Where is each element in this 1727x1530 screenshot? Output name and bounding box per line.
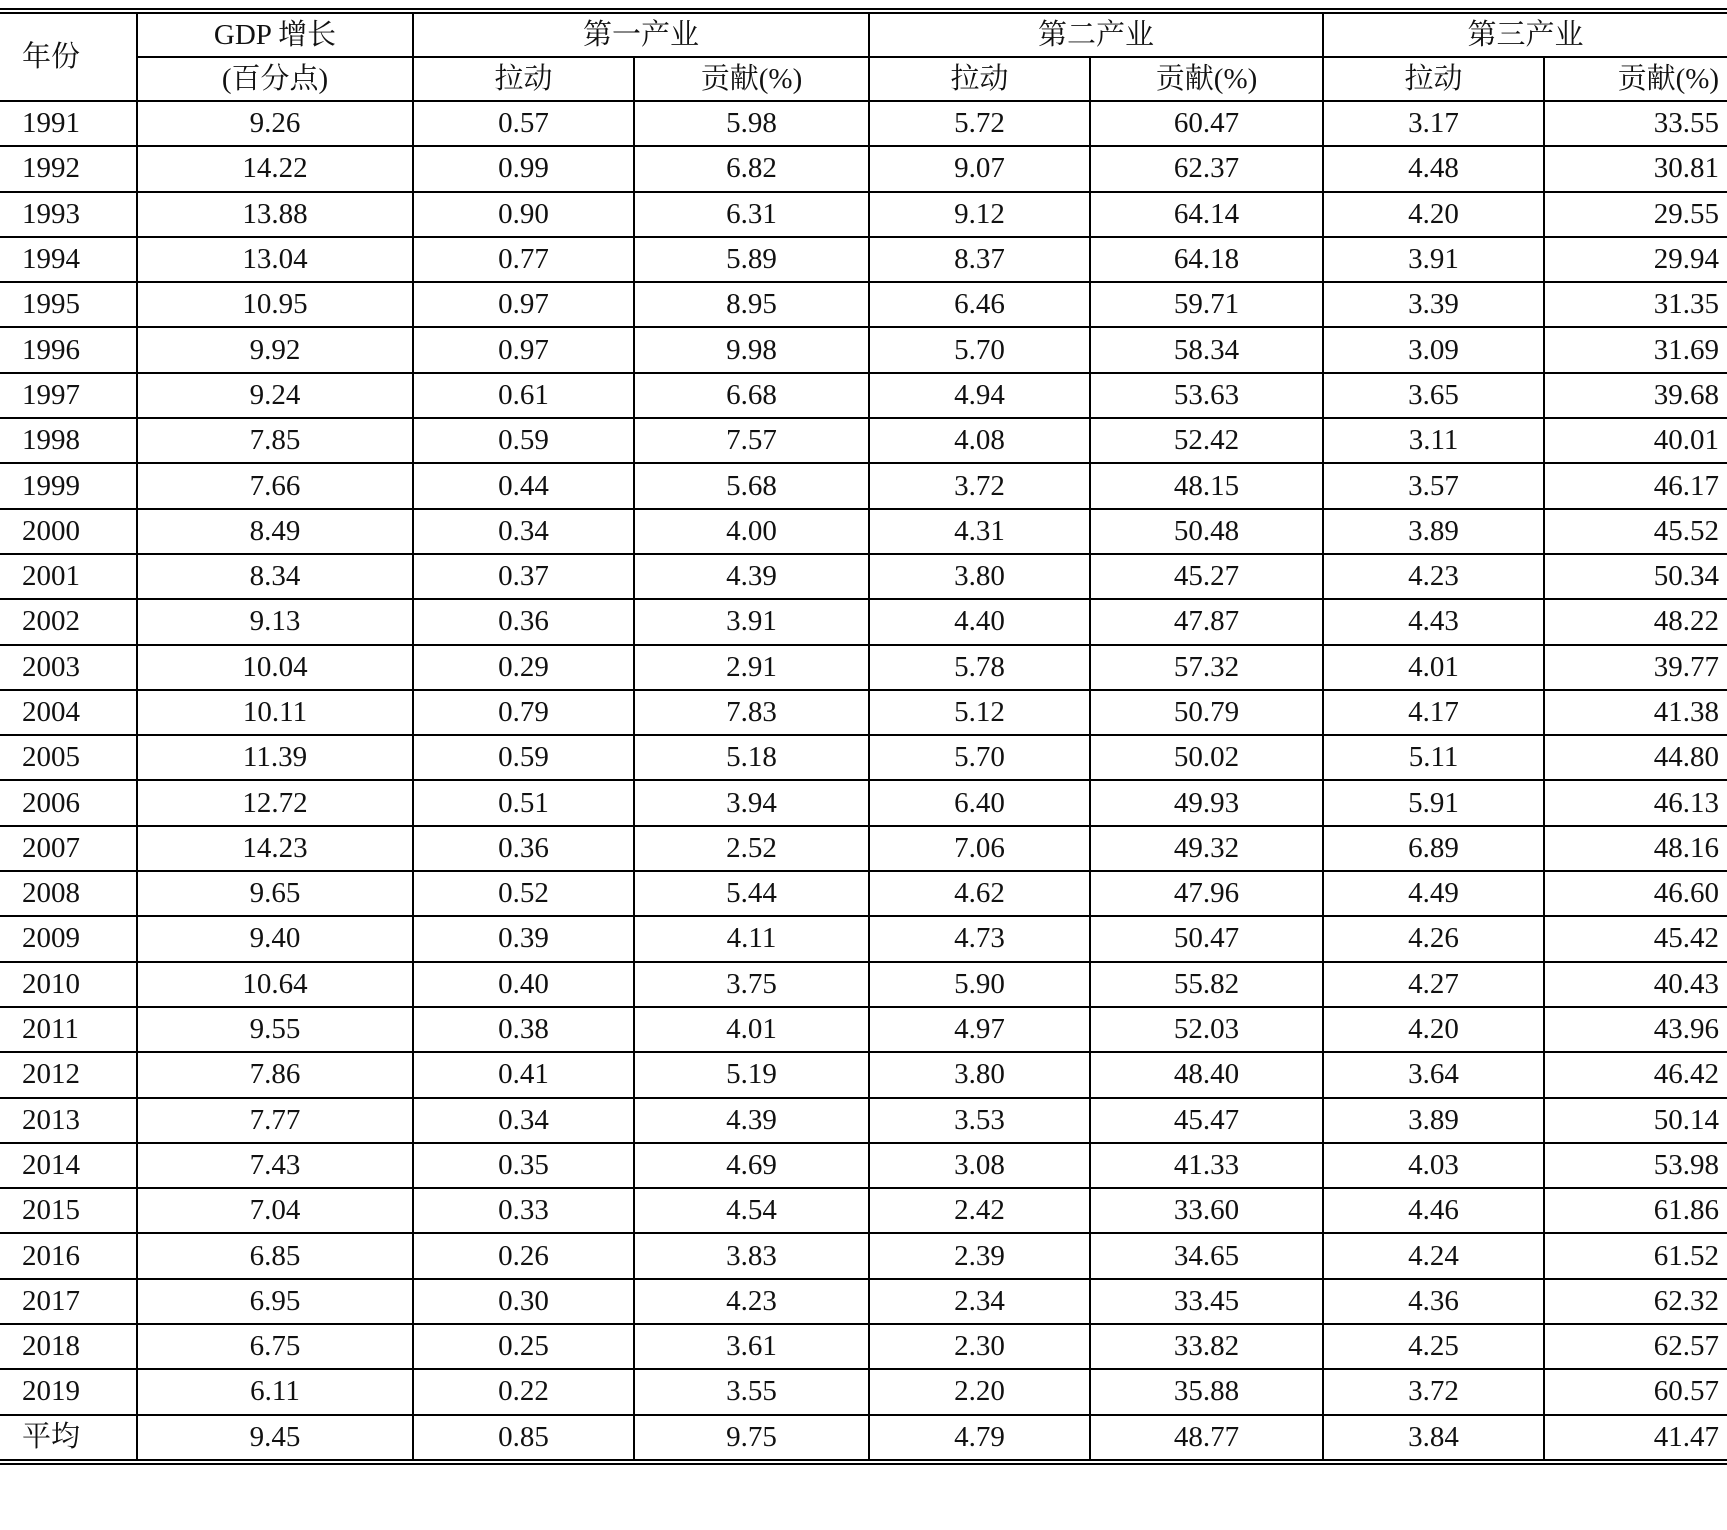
tertiary-pull-cell: 3.91: [1323, 237, 1544, 282]
secondary-pull-cell: 5.70: [869, 735, 1090, 780]
tertiary-pull-cell: 3.09: [1323, 327, 1544, 372]
secondary-pull-cell: 3.80: [869, 1052, 1090, 1097]
gdp-unit-header: (百分点): [137, 57, 413, 101]
year-cell: 1996: [0, 327, 137, 372]
gdp-growth-cell: 7.66: [137, 463, 413, 508]
gdp-growth-cell: 7.86: [137, 1052, 413, 1097]
secondary-pull-cell: 4.79: [869, 1415, 1090, 1462]
table-row: [0, 463, 1727, 508]
secondary-contribution-cell: 41.33: [1090, 1143, 1323, 1188]
year-cell: 2002: [0, 599, 137, 644]
year-cell: 2008: [0, 871, 137, 916]
primary-contribution-cell: 3.91: [634, 599, 869, 644]
primary-pull-cell: 0.44: [413, 463, 634, 508]
gdp-growth-cell: 6.75: [137, 1324, 413, 1369]
tertiary-contribution-cell: 46.60: [1544, 871, 1727, 916]
table-row: [0, 780, 1727, 825]
tertiary-pull-cell: 3.65: [1323, 373, 1544, 418]
tertiary-pull-cell: 4.20: [1323, 192, 1544, 237]
tertiary-contribution-cell: 39.77: [1544, 645, 1727, 690]
tertiary-contribution-cell: 46.17: [1544, 463, 1727, 508]
primary-pull-cell: 0.36: [413, 599, 634, 644]
table-row: [0, 1098, 1727, 1143]
gdp-growth-cell: 10.95: [137, 282, 413, 327]
secondary-pull-cell: 4.62: [869, 871, 1090, 916]
year-cell: 2004: [0, 690, 137, 735]
tertiary-pull-cell: 4.49: [1323, 871, 1544, 916]
tertiary-industry-header: 第三产业: [1323, 11, 1727, 57]
primary-contribution-cell: 6.82: [634, 146, 869, 191]
tertiary-contribution-cell: 61.86: [1544, 1188, 1727, 1233]
gdp-growth-cell: 6.11: [137, 1369, 413, 1414]
table-row: [0, 690, 1727, 735]
year-cell: 2006: [0, 780, 137, 825]
secondary-contribution-cell: 53.63: [1090, 373, 1323, 418]
table-row: [0, 1188, 1727, 1233]
tertiary-contribution-cell: 50.34: [1544, 554, 1727, 599]
year-cell: 2000: [0, 509, 137, 554]
tertiary-pull-cell: 4.36: [1323, 1279, 1544, 1324]
tertiary-contribution-cell: 33.55: [1544, 101, 1727, 146]
primary-pull-cell: 0.37: [413, 554, 634, 599]
year-cell: 2003: [0, 645, 137, 690]
tertiary-pull-cell: 4.25: [1323, 1324, 1544, 1369]
secondary-contribution-cell: 52.03: [1090, 1007, 1323, 1052]
primary-pull-cell: 0.22: [413, 1369, 634, 1414]
tertiary-contribution-cell: 48.22: [1544, 599, 1727, 644]
primary-pull-cell: 0.34: [413, 509, 634, 554]
tertiary-pull-cell: 5.91: [1323, 780, 1544, 825]
year-cell: 1999: [0, 463, 137, 508]
primary-contribution-cell: 6.68: [634, 373, 869, 418]
primary-pull-cell: 0.57: [413, 101, 634, 146]
table-row: [0, 599, 1727, 644]
tertiary-contribution-cell: 62.32: [1544, 1279, 1727, 1324]
secondary-pull-cell: 4.31: [869, 509, 1090, 554]
table-row: [0, 1052, 1727, 1097]
gdp-growth-cell: 10.11: [137, 690, 413, 735]
primary-pull-cell: 0.59: [413, 735, 634, 780]
primary-pull-cell: 0.33: [413, 1188, 634, 1233]
primary-pull-cell: 0.41: [413, 1052, 634, 1097]
gdp-growth-cell: 13.04: [137, 237, 413, 282]
gdp-growth-cell: 8.34: [137, 554, 413, 599]
primary-contribution-cell: 5.44: [634, 871, 869, 916]
primary-pull-cell: 0.25: [413, 1324, 634, 1369]
primary-contribution-cell: 5.19: [634, 1052, 869, 1097]
tertiary-pull-cell: 6.89: [1323, 826, 1544, 871]
secondary-contribution-cell: 55.82: [1090, 962, 1323, 1007]
secondary-contribution-cell: 49.32: [1090, 826, 1323, 871]
secondary-pull-cell: 2.20: [869, 1369, 1090, 1414]
tertiary-contribution-cell: 45.42: [1544, 916, 1727, 961]
gdp-growth-cell: 6.85: [137, 1233, 413, 1278]
gdp-growth-cell: 7.43: [137, 1143, 413, 1188]
year-cell: 2013: [0, 1098, 137, 1143]
tertiary-contribution-cell: 62.57: [1544, 1324, 1727, 1369]
primary-contribution-cell: 5.98: [634, 101, 869, 146]
tertiary-contribution-cell: 29.55: [1544, 192, 1727, 237]
secondary-pull-cell: 2.34: [869, 1279, 1090, 1324]
secondary-contribution-cell: 62.37: [1090, 146, 1323, 191]
gdp-growth-cell: 11.39: [137, 735, 413, 780]
tertiary-pull-cell: 3.17: [1323, 101, 1544, 146]
tertiary-pull-cell: 4.27: [1323, 962, 1544, 1007]
year-cell: 2015: [0, 1188, 137, 1233]
year-cell: 1991: [0, 101, 137, 146]
table-row: [0, 1279, 1727, 1324]
primary-contribution-cell: 4.54: [634, 1188, 869, 1233]
secondary-pull-cell: 7.06: [869, 826, 1090, 871]
tertiary-contribution-cell: 40.43: [1544, 962, 1727, 1007]
tertiary-contribution-cell: 48.16: [1544, 826, 1727, 871]
secondary-pull-cell: 4.40: [869, 599, 1090, 644]
tertiary-contribution-cell: 30.81: [1544, 146, 1727, 191]
secondary-pull-cell: 3.08: [869, 1143, 1090, 1188]
table-row: [0, 418, 1727, 463]
table-row: [0, 373, 1727, 418]
year-cell: 1995: [0, 282, 137, 327]
gdp-growth-cell: 9.65: [137, 871, 413, 916]
tertiary-pull-cell: 4.24: [1323, 1233, 1544, 1278]
gdp-growth-cell: 12.72: [137, 780, 413, 825]
secondary-contribution-cell: 48.77: [1090, 1415, 1323, 1462]
year-cell: 2009: [0, 916, 137, 961]
primary-pull-cell: 0.85: [413, 1415, 634, 1462]
table-row: [0, 871, 1727, 916]
secondary-contribution-cell: 33.60: [1090, 1188, 1323, 1233]
gdp-growth-cell: 9.40: [137, 916, 413, 961]
gdp-growth-cell: 10.64: [137, 962, 413, 1007]
secondary-contribution-cell: 45.27: [1090, 554, 1323, 599]
secondary-pull-cell: 8.37: [869, 237, 1090, 282]
table-row: [0, 146, 1727, 191]
secondary-pull-cell: 5.70: [869, 327, 1090, 372]
primary-pull-cell: 0.99: [413, 146, 634, 191]
primary-pull-cell: 0.51: [413, 780, 634, 825]
tertiary-pull-cell: 4.01: [1323, 645, 1544, 690]
table-row: [0, 237, 1727, 282]
table-row: [0, 192, 1727, 237]
primary-pull-cell: 0.40: [413, 962, 634, 1007]
primary-pull-cell: 0.30: [413, 1279, 634, 1324]
primary-contribution-cell: 4.11: [634, 916, 869, 961]
secondary-pull-cell: 4.08: [869, 418, 1090, 463]
primary-pull-cell: 0.35: [413, 1143, 634, 1188]
year-cell: 2018: [0, 1324, 137, 1369]
secondary-contribution-cell: 34.65: [1090, 1233, 1323, 1278]
table-body: [0, 11, 1727, 1462]
tertiary-pull-cell: 3.39: [1323, 282, 1544, 327]
year-cell: 2017: [0, 1279, 137, 1324]
year-header: 年份: [22, 40, 81, 73]
tertiary-pull-cell: 3.89: [1323, 509, 1544, 554]
primary-contribution-cell: 9.75: [634, 1415, 869, 1462]
secondary-contribution-cell: 50.47: [1090, 916, 1323, 961]
tertiary-contribution-cell: 50.14: [1544, 1098, 1727, 1143]
gdp-growth-header: GDP 增长: [137, 11, 413, 57]
gdp-growth-cell: 7.85: [137, 418, 413, 463]
secondary-pull-cell: 9.07: [869, 146, 1090, 191]
tertiary-pull-cell: 4.23: [1323, 554, 1544, 599]
tertiary-pull-header: 拉动: [1323, 57, 1544, 101]
tertiary-contribution-cell: 60.57: [1544, 1369, 1727, 1414]
primary-pull-cell: 0.77: [413, 237, 634, 282]
primary-contribution-cell: 4.39: [634, 554, 869, 599]
table-row: [0, 327, 1727, 372]
secondary-contribution-cell: 57.32: [1090, 645, 1323, 690]
tertiary-contribution-cell: 29.94: [1544, 237, 1727, 282]
year-cell: 2005: [0, 735, 137, 780]
primary-contribution-cell: 4.69: [634, 1143, 869, 1188]
tertiary-pull-cell: 3.57: [1323, 463, 1544, 508]
secondary-contribution-cell: 50.02: [1090, 735, 1323, 780]
tertiary-contribution-cell: 61.52: [1544, 1233, 1727, 1278]
gdp-growth-cell: 8.49: [137, 509, 413, 554]
primary-pull-cell: 0.97: [413, 282, 634, 327]
secondary-contribution-cell: 58.34: [1090, 327, 1323, 372]
table-row: [0, 1233, 1727, 1278]
primary-contribution-cell: 3.94: [634, 780, 869, 825]
secondary-pull-cell: 5.90: [869, 962, 1090, 1007]
tertiary-pull-cell: 4.46: [1323, 1188, 1544, 1233]
tertiary-contribution-cell: 39.68: [1544, 373, 1727, 418]
table-row: [0, 1007, 1727, 1052]
year-cell: 2010: [0, 962, 137, 1007]
primary-contribution-cell: 5.89: [634, 237, 869, 282]
secondary-pull-cell: 4.73: [869, 916, 1090, 961]
year-cell: 1994: [0, 237, 137, 282]
primary-pull-cell: 0.61: [413, 373, 634, 418]
table-row: [0, 645, 1727, 690]
header-row-1: [0, 11, 1727, 57]
secondary-pull-cell: 6.46: [869, 282, 1090, 327]
primary-pull-cell: 0.36: [413, 826, 634, 871]
table-row: [0, 826, 1727, 871]
year-cell: 2011: [0, 1007, 137, 1052]
year-cell: 2019: [0, 1369, 137, 1414]
gdp-growth-cell: 6.95: [137, 1279, 413, 1324]
secondary-pull-cell: 6.40: [869, 780, 1090, 825]
secondary-contribution-cell: 47.87: [1090, 599, 1323, 644]
primary-pull-cell: 0.79: [413, 690, 634, 735]
secondary-contribution-cell: 33.82: [1090, 1324, 1323, 1369]
secondary-contribution-cell: 59.71: [1090, 282, 1323, 327]
primary-contribution-cell: 7.57: [634, 418, 869, 463]
secondary-contribution-cell: 50.48: [1090, 509, 1323, 554]
year-cell: 1997: [0, 373, 137, 418]
tertiary-contribution-cell: 44.80: [1544, 735, 1727, 780]
tertiary-pull-cell: 4.17: [1323, 690, 1544, 735]
year-cell: 2012: [0, 1052, 137, 1097]
primary-pull-cell: 0.26: [413, 1233, 634, 1278]
table-row: [0, 735, 1727, 780]
primary-contribution-cell: 4.01: [634, 1007, 869, 1052]
gdp-growth-cell: 9.45: [137, 1415, 413, 1462]
gdp-contribution-table: [0, 8, 1727, 1465]
tertiary-pull-cell: 4.43: [1323, 599, 1544, 644]
table-row: [0, 282, 1727, 327]
secondary-pull-cell: 2.30: [869, 1324, 1090, 1369]
year-cell: 2014: [0, 1143, 137, 1188]
table-row: [0, 1369, 1727, 1414]
gdp-growth-cell: 10.04: [137, 645, 413, 690]
primary-contribution-cell: 4.23: [634, 1279, 869, 1324]
secondary-pull-cell: 2.39: [869, 1233, 1090, 1278]
primary-contribution-cell: 2.91: [634, 645, 869, 690]
primary-contribution-cell: 8.95: [634, 282, 869, 327]
gdp-growth-cell: 7.04: [137, 1188, 413, 1233]
primary-pull-cell: 0.29: [413, 645, 634, 690]
primary-pull-cell: 0.90: [413, 192, 634, 237]
secondary-contribution-header: 贡献(%): [1090, 57, 1323, 101]
tertiary-pull-cell: 3.11: [1323, 418, 1544, 463]
tertiary-pull-cell: 4.20: [1323, 1007, 1544, 1052]
gdp-growth-cell: 14.22: [137, 146, 413, 191]
secondary-pull-cell: 5.78: [869, 645, 1090, 690]
primary-contribution-cell: 9.98: [634, 327, 869, 372]
secondary-pull-cell: 4.94: [869, 373, 1090, 418]
secondary-pull-cell: 3.53: [869, 1098, 1090, 1143]
table-row: [0, 916, 1727, 961]
primary-contribution-cell: 2.52: [634, 826, 869, 871]
tertiary-contribution-cell: 31.69: [1544, 327, 1727, 372]
secondary-pull-cell: 3.80: [869, 554, 1090, 599]
gdp-growth-cell: 9.55: [137, 1007, 413, 1052]
primary-industry-header: 第一产业: [413, 11, 869, 57]
secondary-contribution-cell: 64.18: [1090, 237, 1323, 282]
secondary-pull-cell: 5.72: [869, 101, 1090, 146]
tertiary-contribution-header: 贡献(%): [1544, 57, 1727, 101]
gdp-growth-cell: 9.24: [137, 373, 413, 418]
primary-contribution-cell: 5.18: [634, 735, 869, 780]
primary-pull-cell: 0.34: [413, 1098, 634, 1143]
tertiary-contribution-cell: 53.98: [1544, 1143, 1727, 1188]
table-row: [0, 962, 1727, 1007]
primary-contribution-cell: 6.31: [634, 192, 869, 237]
year-cell: 平均: [0, 1415, 137, 1462]
year-cell: 1992: [0, 146, 137, 191]
primary-pull-cell: 0.97: [413, 327, 634, 372]
secondary-contribution-cell: 48.15: [1090, 463, 1323, 508]
primary-contribution-cell: 3.75: [634, 962, 869, 1007]
table-row: [0, 1415, 1727, 1462]
tertiary-pull-cell: 5.11: [1323, 735, 1544, 780]
secondary-contribution-cell: 50.79: [1090, 690, 1323, 735]
primary-contribution-cell: 3.83: [634, 1233, 869, 1278]
table-row: [0, 554, 1727, 599]
year-cell: 1998: [0, 418, 137, 463]
gdp-growth-cell: 9.13: [137, 599, 413, 644]
year-cell: 2007: [0, 826, 137, 871]
year-cell: 2016: [0, 1233, 137, 1278]
secondary-industry-header: 第二产业: [869, 11, 1323, 57]
tertiary-pull-cell: 3.89: [1323, 1098, 1544, 1143]
primary-pull-cell: 0.59: [413, 418, 634, 463]
tertiary-contribution-cell: 41.47: [1544, 1415, 1727, 1462]
table-row: [0, 509, 1727, 554]
tertiary-contribution-cell: 43.96: [1544, 1007, 1727, 1052]
secondary-pull-header: 拉动: [869, 57, 1090, 101]
tertiary-contribution-cell: 40.01: [1544, 418, 1727, 463]
tertiary-contribution-cell: 46.13: [1544, 780, 1727, 825]
secondary-pull-cell: 4.97: [869, 1007, 1090, 1052]
secondary-pull-cell: 9.12: [869, 192, 1090, 237]
secondary-contribution-cell: 47.96: [1090, 871, 1323, 916]
gdp-growth-cell: 13.88: [137, 192, 413, 237]
year-cell: 1993: [0, 192, 137, 237]
gdp-growth-cell: 9.92: [137, 327, 413, 372]
tertiary-pull-cell: 4.48: [1323, 146, 1544, 191]
primary-pull-header: 拉动: [413, 57, 634, 101]
tertiary-pull-cell: 3.64: [1323, 1052, 1544, 1097]
tertiary-pull-cell: 4.03: [1323, 1143, 1544, 1188]
tertiary-contribution-cell: 41.38: [1544, 690, 1727, 735]
primary-pull-cell: 0.52: [413, 871, 634, 916]
primary-contribution-cell: 3.61: [634, 1324, 869, 1369]
tertiary-pull-cell: 4.26: [1323, 916, 1544, 961]
primary-contribution-cell: 4.39: [634, 1098, 869, 1143]
year-cell: 2001: [0, 554, 137, 599]
secondary-contribution-cell: 48.40: [1090, 1052, 1323, 1097]
secondary-contribution-cell: 60.47: [1090, 101, 1323, 146]
tertiary-pull-cell: 3.72: [1323, 1369, 1544, 1414]
table-row: [0, 1324, 1727, 1369]
secondary-contribution-cell: 35.88: [1090, 1369, 1323, 1414]
secondary-pull-cell: 2.42: [869, 1188, 1090, 1233]
gdp-growth-cell: 9.26: [137, 101, 413, 146]
table-row: [0, 101, 1727, 146]
secondary-pull-cell: 5.12: [869, 690, 1090, 735]
primary-contribution-cell: 3.55: [634, 1369, 869, 1414]
tertiary-pull-cell: 3.84: [1323, 1415, 1544, 1462]
table-row: [0, 1143, 1727, 1188]
secondary-contribution-cell: 49.93: [1090, 780, 1323, 825]
tertiary-contribution-cell: 46.42: [1544, 1052, 1727, 1097]
tertiary-contribution-cell: 45.52: [1544, 509, 1727, 554]
tertiary-contribution-cell: 31.35: [1544, 282, 1727, 327]
header-row-2: [0, 57, 1727, 101]
secondary-contribution-cell: 45.47: [1090, 1098, 1323, 1143]
secondary-contribution-cell: 64.14: [1090, 192, 1323, 237]
secondary-pull-cell: 3.72: [869, 463, 1090, 508]
primary-pull-cell: 0.38: [413, 1007, 634, 1052]
primary-contribution-header: 贡献(%): [634, 57, 869, 101]
primary-contribution-cell: 7.83: [634, 690, 869, 735]
secondary-contribution-cell: 33.45: [1090, 1279, 1323, 1324]
primary-contribution-cell: 5.68: [634, 463, 869, 508]
primary-contribution-cell: 4.00: [634, 509, 869, 554]
gdp-growth-cell: 14.23: [137, 826, 413, 871]
secondary-contribution-cell: 52.42: [1090, 418, 1323, 463]
gdp-growth-cell: 7.77: [137, 1098, 413, 1143]
primary-pull-cell: 0.39: [413, 916, 634, 961]
